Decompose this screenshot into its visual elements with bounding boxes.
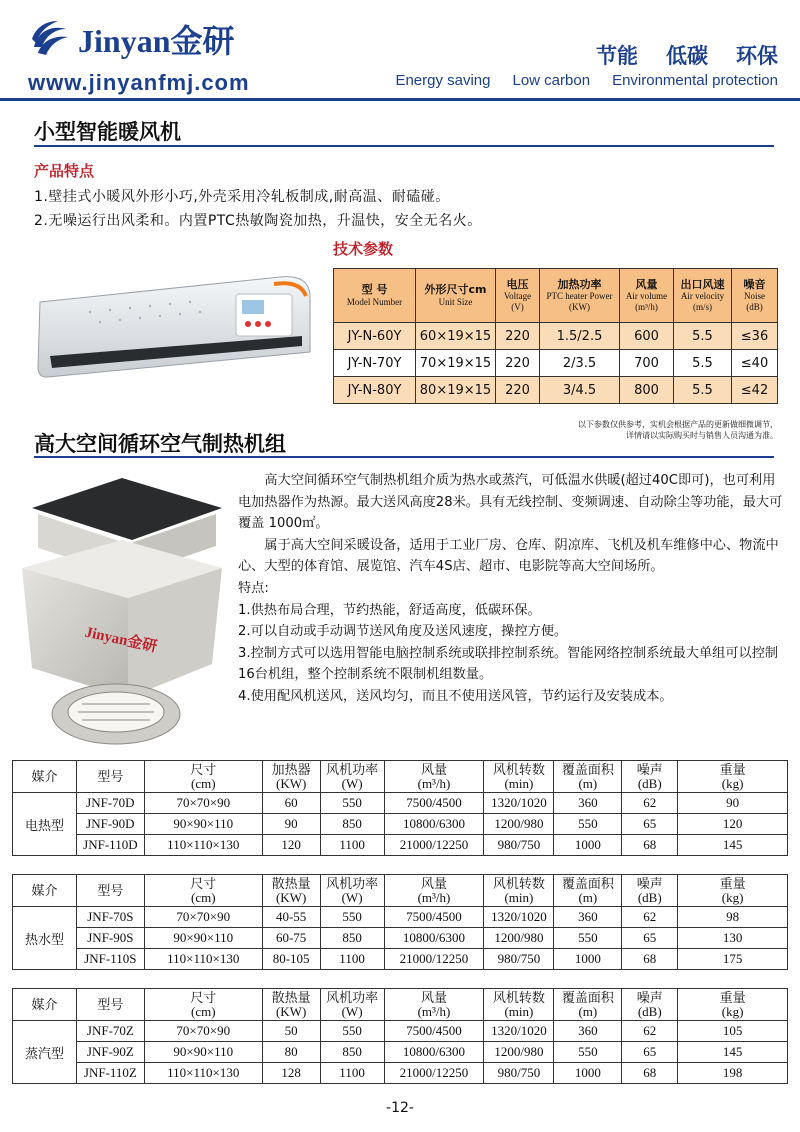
table-cell: 80 [262, 1042, 320, 1063]
spec-header-cell [416, 269, 496, 323]
table-row [13, 814, 788, 835]
table-cell: 68 [622, 949, 678, 970]
table-cell: 1100 [320, 835, 384, 856]
page-number: -12- [386, 1100, 414, 1116]
table-header-cell [320, 761, 384, 793]
table-cell: 62 [622, 907, 678, 928]
header-en: Model Number [346, 296, 403, 307]
header-cn: 噪音 [743, 277, 766, 291]
table-cell: JNF-90S [76, 928, 144, 949]
header-label: 风量 [420, 989, 447, 1005]
table-cell: 62 [622, 1021, 678, 1042]
table-header-cell [678, 875, 788, 907]
spec-cell: 2/3.5 [540, 350, 620, 377]
header-unit: (W) [341, 1003, 363, 1019]
table-cell: JNF-90D [76, 814, 144, 835]
table-header-cell [384, 989, 484, 1021]
header-unit: (min) [504, 889, 534, 905]
brand-logo [28, 14, 235, 64]
table-cell: 130 [678, 928, 788, 949]
table-header-cell [13, 989, 77, 1021]
table-cell: JNF-110D [76, 835, 144, 856]
model-spec-table [12, 988, 788, 1084]
table-header-row [13, 761, 788, 793]
spec-cell: 3/4.5 [540, 377, 620, 404]
header-cn: 加热功率 [557, 277, 602, 291]
table-cell: 10800/6300 [384, 928, 484, 949]
header-unit: (m³/h) [417, 889, 451, 905]
header-divider [0, 98, 800, 101]
table-cell: 65 [622, 1042, 678, 1063]
table-cell: 1200/980 [484, 1042, 554, 1063]
table-cell: 90×90×110 [144, 814, 262, 835]
table-cell: 10800/6300 [384, 814, 484, 835]
table-header-cell [484, 875, 554, 907]
header-unit: (m³/h) [417, 1003, 451, 1019]
table-row [13, 793, 788, 814]
table-cell: 145 [678, 835, 788, 856]
table-header-cell [320, 989, 384, 1021]
table-cell: 1000 [554, 1063, 622, 1084]
table-header-cell [554, 989, 622, 1021]
wall-heater-illustration [30, 272, 320, 387]
spec-cell: ≤40 [732, 350, 778, 377]
header-unit: (m) [578, 889, 598, 905]
table-cell: 21000/12250 [384, 835, 484, 856]
table-header-cell [554, 875, 622, 907]
spec-cell: 80×19×15 [416, 377, 496, 404]
table-cell: 7500/4500 [384, 793, 484, 814]
table-header-cell [384, 761, 484, 793]
header-unit: (dB) [637, 1003, 662, 1019]
table-header-cell [678, 761, 788, 793]
header-label: 噪声 [636, 761, 663, 777]
spec-header-cell [334, 269, 416, 323]
point-item: 4.使用配风机送风，送风均匀，而且不使用送风管，节约运行及安装成本。 [238, 688, 673, 704]
table-header-cell [484, 989, 554, 1021]
section-title-large-space-heater: 高大空间循环空气制热机组 [34, 432, 286, 456]
table-cell: 68 [622, 835, 678, 856]
slogan-cn-item: 节能 [596, 44, 638, 68]
table-cell: 980/750 [484, 835, 554, 856]
header-unit: (W) [341, 775, 363, 791]
table-header-cell [554, 761, 622, 793]
table-header-cell [678, 989, 788, 1021]
table-cell: 128 [262, 1063, 320, 1084]
table-header-cell [13, 875, 77, 907]
header-unit: (cm) [190, 1003, 216, 1019]
table-row [13, 949, 788, 970]
header-unit: (kg) [721, 775, 744, 791]
header-en: Noise [744, 291, 765, 302]
tech-spec-heading: 技术参数 [333, 240, 394, 258]
header-unit: (kg) [721, 889, 744, 905]
spec-cell: 800 [620, 377, 674, 404]
header-unit: (m) [578, 775, 598, 791]
description-paragraph: 属于高大空间采暖设备，适用于工业厂房、仓库、阴凉库、飞机及机车维修中心、物流中心、大型的体育馆、展览馆、汽车4S店、超市、电影院等高大空间场所。 [238, 537, 779, 575]
header-en: Unit Size [438, 296, 473, 307]
note-line: 以下参数仅供参考，实机会根据产品的更新做细微调节， [578, 420, 778, 429]
feature-line: 1.壁挂式小暖风外形小巧,外壳采用冷轧板制成,耐高温、耐磕碰。 [34, 189, 450, 205]
header-label: 覆盖面积 [561, 989, 614, 1005]
spec-row [334, 323, 778, 350]
table-header-cell [262, 875, 320, 907]
header-label: 重量 [719, 761, 746, 777]
header-cn: 电压 [506, 277, 529, 291]
spec-cell: JY-N-60Y [334, 323, 416, 350]
spec-cell: 600 [620, 323, 674, 350]
table-cell: 21000/12250 [384, 1063, 484, 1084]
spec-cell: 60×19×15 [416, 323, 496, 350]
header-label: 风机转数 [492, 875, 545, 891]
table-cell: 70×70×90 [144, 793, 262, 814]
header-label: 加热器 [271, 761, 311, 777]
header-label: 风机转数 [492, 761, 545, 777]
header-label: 媒介 [31, 768, 58, 784]
table-cell: 65 [622, 814, 678, 835]
table-cell: 1000 [554, 949, 622, 970]
header-label: 重量 [719, 989, 746, 1005]
spec-cell: ≤36 [732, 323, 778, 350]
table-cell: 90×90×110 [144, 1042, 262, 1063]
header-unit: (KW) [569, 301, 590, 312]
slogan-cn [596, 40, 778, 70]
section-divider [34, 456, 774, 458]
table-cell: 21000/12250 [384, 949, 484, 970]
table-cell: 175 [678, 949, 788, 970]
slogan-cn-item: 环保 [736, 44, 778, 68]
spec-cell: ≤42 [732, 377, 778, 404]
header-label: 型号 [97, 996, 124, 1012]
table-cell: 110×110×130 [144, 1063, 262, 1084]
note-line: 详情请以实际购买时与销售人员沟通为准。 [626, 430, 778, 440]
header-unit: (dB) [746, 301, 763, 312]
slogan-en-item: Low carbon [512, 72, 591, 89]
header-unit: (W) [341, 889, 363, 905]
table-cell: 65 [622, 928, 678, 949]
table-cell: 60 [262, 793, 320, 814]
header-cn: 型 号 [361, 283, 388, 296]
table-cell: 60-75 [262, 928, 320, 949]
medium-cell: 热水型 [13, 907, 77, 970]
header-en: Air volume [625, 291, 668, 302]
header-unit: (min) [504, 1003, 534, 1019]
header-unit: (dB) [637, 889, 662, 905]
table-row [13, 907, 788, 928]
header-label: 媒介 [31, 996, 58, 1012]
table-cell: 850 [320, 814, 384, 835]
header-label: 重量 [719, 875, 746, 891]
header-unit: (m) [578, 1003, 598, 1019]
table-header-cell [622, 761, 678, 793]
table-cell: JNF-70Z [76, 1021, 144, 1042]
brand-name: Jinyan金研 [78, 23, 235, 59]
table-cell: 90 [678, 793, 788, 814]
header-unit: (kg) [721, 1003, 744, 1019]
table-cell: JNF-70D [76, 793, 144, 814]
table-cell: 360 [554, 907, 622, 928]
table-row [13, 835, 788, 856]
table-cell: 360 [554, 1021, 622, 1042]
point-item: 3.控制方式可以选用智能电脑控制系统或联排控制系统。智能网络控制系统最大单组可以控制16台机组，整个控制系统不限制机组数量。 [238, 645, 779, 683]
spec-cell: 220 [496, 377, 540, 404]
header-label: 覆盖面积 [561, 875, 614, 891]
table-cell: JNF-110Z [76, 1063, 144, 1084]
table-cell: JNF-70S [76, 907, 144, 928]
table-cell: 1320/1020 [484, 907, 554, 928]
header-label: 媒介 [31, 882, 58, 898]
table-header-cell [320, 875, 384, 907]
table-cell: 1100 [320, 1063, 384, 1084]
features-heading: 产品特点 [34, 162, 95, 180]
spec-header-row [334, 269, 778, 323]
table-header-cell [384, 875, 484, 907]
table-cell: 50 [262, 1021, 320, 1042]
table-cell: 145 [678, 1042, 788, 1063]
header-label: 风机功率 [326, 875, 379, 891]
table-cell: 62 [622, 793, 678, 814]
table-cell: 110×110×130 [144, 949, 262, 970]
table-cell: 980/750 [484, 949, 554, 970]
header-cn: 风量 [635, 277, 658, 291]
header-cn: 出口风速 [680, 277, 725, 291]
table-header-cell [144, 989, 262, 1021]
slogan-en-item: Energy saving [395, 72, 491, 89]
header-en: PTC heater Power [546, 291, 613, 302]
table-cell: JNF-90Z [76, 1042, 144, 1063]
header-label: 覆盖面积 [561, 761, 614, 777]
table-cell: 7500/4500 [384, 1021, 484, 1042]
table-row [13, 928, 788, 949]
section-title-small-heater: 小型智能暖风机 [34, 120, 181, 144]
table-cell: 80-105 [262, 949, 320, 970]
spec-cell: 70×19×15 [416, 350, 496, 377]
header-unit: (cm) [190, 889, 216, 905]
illustration-logo: Jinyan金研 [83, 624, 159, 656]
header-label: 风机功率 [326, 989, 379, 1005]
table-cell: 98 [678, 907, 788, 928]
header-label: 尺寸 [190, 761, 217, 777]
table-cell: 90×90×110 [144, 928, 262, 949]
table-cell: JNF-110S [76, 949, 144, 970]
spec-header-cell [732, 269, 778, 323]
header-label: 风量 [421, 761, 448, 777]
spec-cell: 5.5 [674, 350, 732, 377]
header-en: Voltage [503, 291, 532, 302]
table-cell: 550 [554, 928, 622, 949]
table-header-cell [144, 761, 262, 793]
table-cell: 120 [262, 835, 320, 856]
header-unit: (m/s) [693, 301, 712, 312]
header-label: 风量 [420, 875, 447, 891]
point-item: 2.可以自动或手动调节送风角度及送风速度，操控方便。 [238, 624, 568, 640]
slogan-en [395, 72, 778, 89]
website-url: www.jinyanfmj.com [28, 70, 250, 95]
slogan-cn-item: 低碳 [666, 44, 708, 68]
ceiling-unit-illustration [12, 468, 230, 750]
header-unit: (V) [511, 301, 524, 312]
header-unit: (KW) [275, 889, 307, 905]
slogan-en-item: Environmental protection [612, 72, 778, 89]
table-cell: 550 [320, 793, 384, 814]
spec-row [334, 350, 778, 377]
brand-mark-icon [28, 17, 72, 61]
table-cell: 90 [262, 814, 320, 835]
header-label: 型号 [97, 882, 124, 898]
table-header-row [13, 875, 788, 907]
medium-cell: 蒸汽型 [13, 1021, 77, 1084]
table-row [13, 1021, 788, 1042]
table-cell: 7500/4500 [384, 907, 484, 928]
spec-header-cell [496, 269, 540, 323]
model-spec-table [12, 760, 788, 856]
point-item: 1.供热布局合理，节约热能，舒适高度，低碳环保。 [238, 602, 541, 618]
model-spec-table [12, 874, 788, 970]
spec-header-cell [674, 269, 732, 323]
table-cell: 110×110×130 [144, 835, 262, 856]
table-cell: 980/750 [484, 1063, 554, 1084]
table-cell: 1320/1020 [484, 793, 554, 814]
header-unit: (cm) [191, 775, 216, 791]
points-heading: 特点: [238, 580, 269, 596]
spec-cell: 220 [496, 350, 540, 377]
header-unit: (min) [504, 775, 534, 791]
spec-cell: 5.5 [674, 323, 732, 350]
medium-cell: 电热型 [13, 793, 77, 856]
header-label: 风机功率 [326, 761, 379, 777]
spec-cell: 220 [496, 323, 540, 350]
spec-row [334, 377, 778, 404]
table-cell: 550 [320, 1021, 384, 1042]
table-cell: 40-55 [262, 907, 320, 928]
table-cell: 68 [622, 1063, 678, 1084]
header-label: 散热量 [271, 989, 311, 1005]
spec-header-cell [620, 269, 674, 323]
small-heater-spec-table [333, 268, 778, 404]
table-header-cell [262, 761, 320, 793]
section-divider [34, 145, 774, 147]
table-header-cell [76, 989, 144, 1021]
table-header-cell [144, 875, 262, 907]
spec-cell: 1.5/2.5 [540, 323, 620, 350]
table-cell: 360 [554, 793, 622, 814]
feature-line: 2.无噪运行出风柔和。内置PTC热敏陶瓷加热，升温快，安全无名火。 [34, 213, 482, 229]
header-en: Air velocity [680, 291, 725, 302]
table-header-cell [484, 761, 554, 793]
description-paragraph: 高大空间循环空气制热机组介质为热水或蒸汽，可低温水供暖(超过40C即可)，也可利用电加热器作为热源。最大送风高度28米。具有无线控制、变频调速、自动除尘等功能，最大可覆盖 1000㎡。 [238, 473, 783, 532]
table-cell: 1320/1020 [484, 1021, 554, 1042]
table-header-cell [262, 989, 320, 1021]
table-row [13, 1042, 788, 1063]
table-cell: 1000 [554, 835, 622, 856]
header-label: 噪声 [636, 875, 663, 891]
table-header-cell [76, 875, 144, 907]
spec-note [478, 420, 778, 442]
header-label: 散热量 [271, 875, 311, 891]
header-label: 型号 [97, 768, 124, 784]
table-cell: 70×70×90 [144, 1021, 262, 1042]
header-label: 尺寸 [190, 989, 217, 1005]
spec-cell: JY-N-70Y [334, 350, 416, 377]
header-unit: (m³/h) [635, 301, 658, 312]
table-header-cell [622, 875, 678, 907]
table-cell: 1200/980 [484, 928, 554, 949]
spec-header-cell [540, 269, 620, 323]
spec-cell: JY-N-80Y [334, 377, 416, 404]
header-label: 尺寸 [190, 875, 217, 891]
header-unit: (m³/h) [417, 775, 451, 791]
header-label: 噪声 [636, 989, 663, 1005]
spec-cell: 700 [620, 350, 674, 377]
table-cell: 550 [554, 814, 622, 835]
table-cell: 70×70×90 [144, 907, 262, 928]
table-cell: 1200/980 [484, 814, 554, 835]
spec-cell: 5.5 [674, 377, 732, 404]
header-cn: 外形尺寸cm [424, 283, 487, 296]
header-unit: (KW) [275, 775, 307, 791]
table-header-cell [13, 761, 77, 793]
table-cell: 550 [554, 1042, 622, 1063]
table-cell: 850 [320, 1042, 384, 1063]
table-header-cell [76, 761, 144, 793]
table-header-cell [622, 989, 678, 1021]
table-cell: 120 [678, 814, 788, 835]
table-cell: 550 [320, 907, 384, 928]
header-label: 风机转数 [492, 989, 545, 1005]
header-unit: (dB) [637, 775, 662, 791]
table-cell: 10800/6300 [384, 1042, 484, 1063]
header-unit: (KW) [275, 1003, 307, 1019]
table-row [13, 1063, 788, 1084]
table-header-row [13, 989, 788, 1021]
table-cell: 105 [678, 1021, 788, 1042]
large-space-heater-description [238, 470, 784, 708]
table-cell: 198 [678, 1063, 788, 1084]
table-cell: 850 [320, 928, 384, 949]
table-cell: 1100 [320, 949, 384, 970]
